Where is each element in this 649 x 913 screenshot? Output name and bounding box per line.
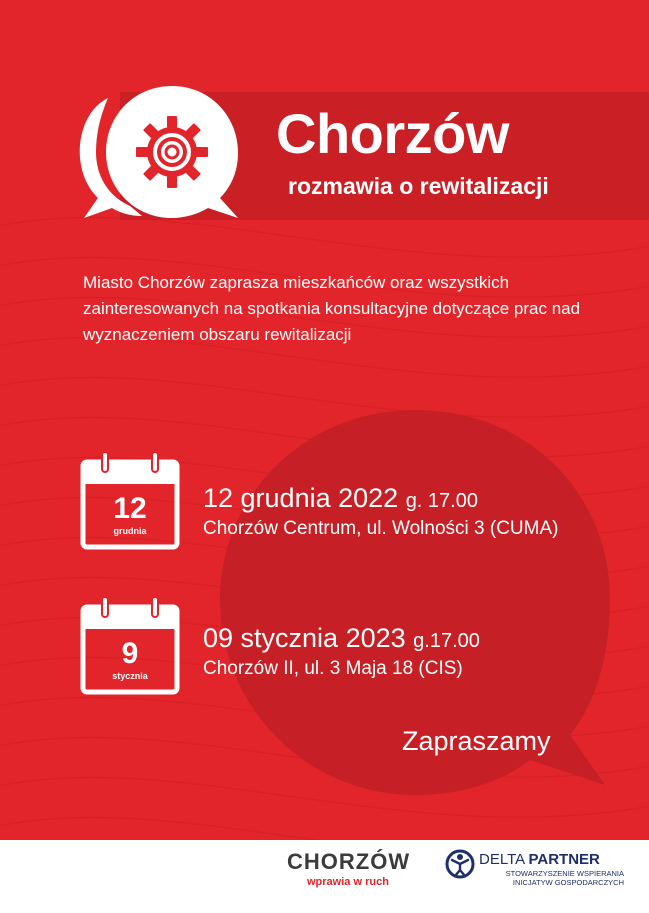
delta-partner-name-light: DELTA: [479, 851, 525, 868]
chat-gear-icon: [70, 78, 250, 228]
page-title: Chorzów: [276, 102, 509, 165]
closing-text: Zapraszamy: [402, 726, 551, 756]
page-subtitle: rozmawia o rewitalizacji: [288, 173, 549, 199]
calendar-month: stycznia: [112, 671, 148, 681]
intro-text: Miasto Chorzów zaprasza mieszkańców oraz wszystkich zainteresowanych na spotkania konsultacyjne dotyczące prac nad wyznaczeniem obszaru rewitalizacji: [83, 273, 581, 344]
chorzow-logo-tagline: wprawia w ruch: [307, 876, 389, 888]
chorzow-logo: [287, 850, 417, 895]
event-date: 12 grudnia 2022: [203, 483, 399, 513]
delta-partner-logo: [445, 848, 624, 893]
calendar-icon-event-2: [80, 595, 180, 695]
calendar-icon-event-1: [80, 450, 180, 550]
delta-partner-name: [479, 851, 624, 868]
delta-partner-tagline-2: INICJATYW GOSPODARCZYCH: [512, 878, 624, 887]
event-place: Chorzów II, ul. 3 Maja 18 (CIS): [203, 658, 463, 679]
calendar-month: grudnia: [113, 526, 147, 536]
event-time: g. 17.00: [405, 490, 478, 512]
delta-partner-tagline: [479, 869, 624, 887]
event-datetime: [203, 622, 480, 657]
calendar-day: 12: [113, 492, 147, 525]
delta-partner-name-bold: PARTNER: [528, 851, 600, 868]
event-1: [203, 482, 558, 541]
chorzow-logo-text: CHORZÓW: [287, 849, 411, 874]
delta-partner-figure-icon: [445, 848, 475, 880]
calendar-day: 9: [121, 637, 139, 670]
delta-partner-tagline-1: STOWARZYSZENIE WSPIERANIA: [505, 869, 624, 878]
event-time: g.17.00: [413, 630, 480, 652]
event-date: 09 stycznia 2023: [203, 623, 406, 653]
event-place: Chorzów Centrum, ul. Wolności 3 (CUMA): [203, 518, 559, 539]
event-datetime: [203, 482, 558, 517]
event-2: [203, 622, 480, 681]
